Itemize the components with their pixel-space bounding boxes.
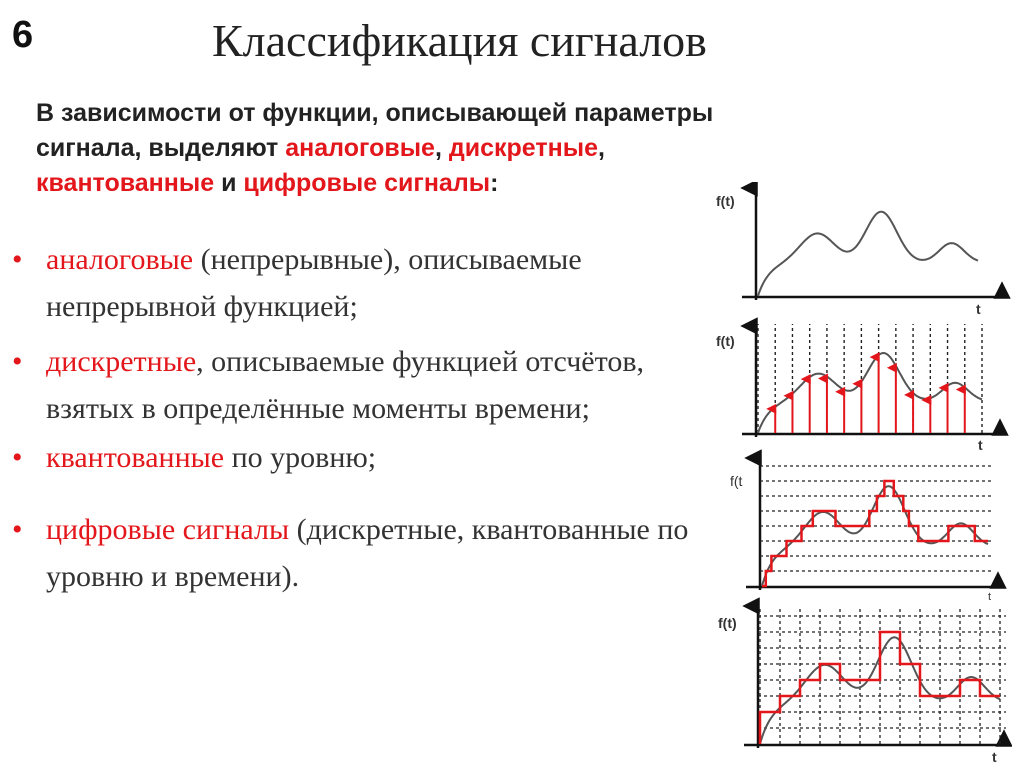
y-axis-label: f(t) <box>718 615 737 631</box>
bullet-text: по уровню; <box>224 441 377 474</box>
x-axis-label: t <box>976 301 981 317</box>
quantized-step-line <box>762 481 988 586</box>
slide-number: 6 <box>12 14 34 56</box>
bullet-term: цифровые сигналы <box>46 513 290 546</box>
x-axis-label: t <box>978 437 983 453</box>
signal-diagrams <box>712 182 1012 767</box>
quantized-signal-chart <box>730 458 998 603</box>
bullet-discrete <box>10 338 690 432</box>
bullet-text: , описываемые функцией отсчётов, взятых в определённые моменты времени; <box>46 345 644 425</box>
analog-signal-chart <box>716 188 1002 317</box>
bullet-quantized <box>10 434 690 481</box>
bullet-marker: • <box>12 441 23 474</box>
bullet-analog <box>10 236 690 330</box>
intro-text: В зависимости от функции, описывающей параметры сигнала, выделяют <box>36 99 714 162</box>
intro-analog: аналоговые <box>285 134 435 162</box>
bullet-marker: • <box>12 243 23 276</box>
bullet-marker: • <box>12 345 23 378</box>
intro-quantized: квантованные <box>36 169 215 197</box>
level-gridlines <box>760 466 994 571</box>
digital-signal-chart <box>718 606 1006 765</box>
intro-colon: : <box>490 169 499 197</box>
bullet-term: аналоговые <box>46 243 194 276</box>
bullet-text: (непрерывные), описываемые непрерывной функцией; <box>46 243 582 323</box>
intro-discrete: дискретные <box>448 134 598 162</box>
bullet-text: (дискретные, квантованные по уровню и времени). <box>46 513 689 593</box>
x-axis-label: t <box>992 749 997 765</box>
intro-and: и <box>214 169 244 197</box>
intro-paragraph <box>36 96 756 201</box>
intro-digital: цифровые сигналы <box>243 169 491 197</box>
x-axis-label: t <box>988 591 992 603</box>
intro-sep-1: , <box>434 134 449 162</box>
bullet-term: дискретные <box>46 345 197 378</box>
y-axis-label: f(t) <box>716 333 735 349</box>
bullet-term: квантованные <box>46 441 225 474</box>
y-axis-label: f(t) <box>716 193 735 209</box>
discrete-signal-chart <box>716 324 1000 453</box>
bullet-marker: • <box>12 513 23 546</box>
y-axis-label: f(t <box>730 473 743 489</box>
bullet-list <box>10 236 690 600</box>
intro-sep-2: , <box>597 134 605 162</box>
bullet-digital <box>10 506 690 600</box>
analog-curve <box>758 212 978 296</box>
page-title: Классификация сигналов <box>212 15 707 66</box>
